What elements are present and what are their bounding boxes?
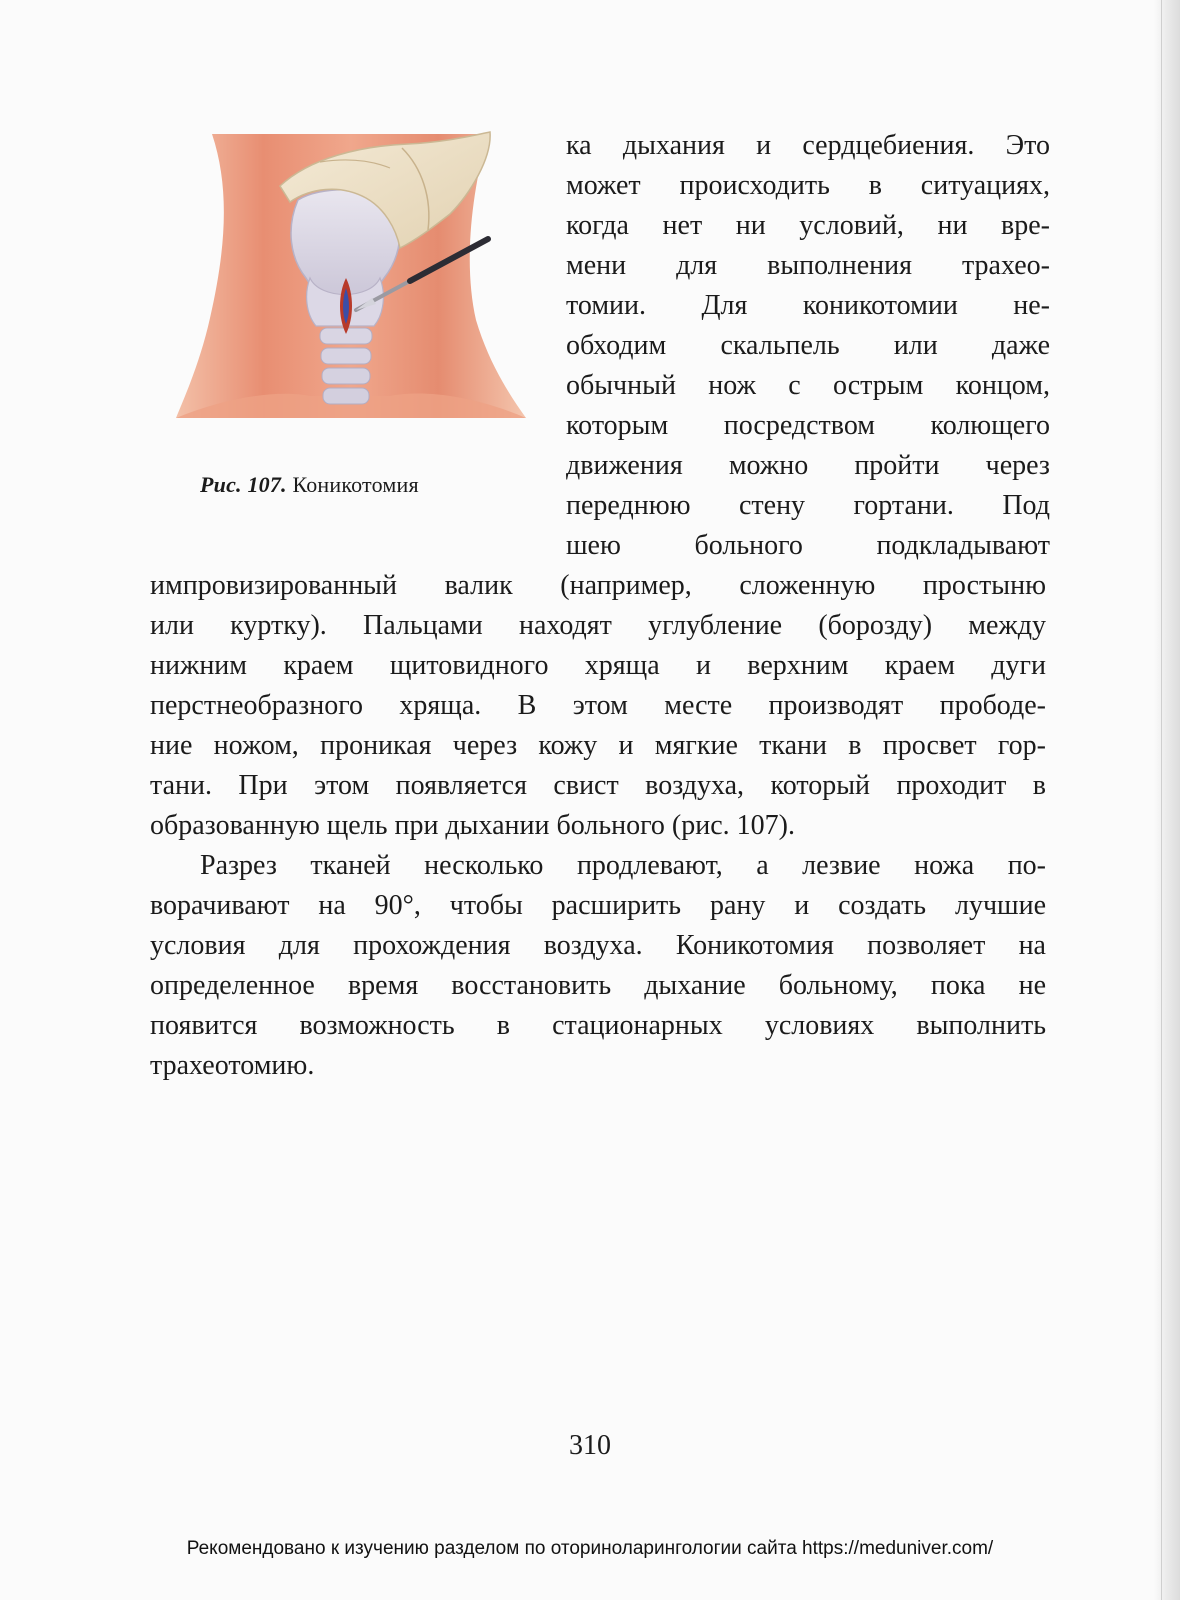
scan-page-edge — [1154, 0, 1180, 1600]
text-line: перстнеобразного хряща. В этом месте производят прободе- — [150, 690, 1046, 721]
text-line: которым посредством колющего — [566, 410, 1050, 441]
text-line: Разрез тканей несколько продлевают, а лезвие ножа по- — [200, 850, 1046, 881]
text-line: нижним краем щитовидного хряща и верхним краем дуги — [150, 650, 1046, 681]
text-line: определенное время восстановить дыхание больному, пока не — [150, 970, 1046, 1001]
text-line: ворачивают на 90°, чтобы расширить рану и создать лучшие — [150, 890, 1046, 921]
text-line: томии. Для коникотомии не- — [566, 290, 1050, 321]
text-line: обходим скальпель или даже — [566, 330, 1050, 361]
text-line: появится возможность в стационарных условиях выполнить — [150, 1010, 1046, 1041]
text-line: или куртку). Пальцами находят углубление (борозду) между — [150, 610, 1046, 641]
conicotomy-illustration — [170, 128, 535, 428]
text-line: трахеотомию. — [150, 1050, 315, 1081]
text-line: тани. При этом появляется свист воздуха, который проходит в — [150, 770, 1046, 801]
footer-recommendation: Рекомендовано к изучению разделом по оториноларингологии сайта https://meduniver.com/ — [186, 1538, 994, 1559]
text-line: ка дыхания и сердцебиения. Это — [566, 130, 1050, 161]
figure-title: Коникотомия — [292, 472, 419, 497]
figure-caption — [200, 472, 419, 498]
text-line: условия для прохождения воздуха. Коникотомия позволяет на — [150, 930, 1046, 961]
text-line: когда нет ни условий, ни вре- — [566, 210, 1050, 241]
text-line: образованную щель при дыхании больного (рис. 107). — [150, 810, 795, 841]
scan-page-edge-line — [1161, 0, 1162, 1600]
text-line: ние ножом, проникая через кожу и мягкие ткани в просвет гор- — [150, 730, 1046, 761]
text-line: мени для выполнения трахео- — [566, 250, 1050, 281]
conicotomy-drawing — [170, 128, 535, 428]
text-line: шею больного подкладывают — [566, 530, 1050, 561]
text-line: движения можно пройти через — [566, 450, 1050, 481]
text-line: переднюю стену гортани. Под — [566, 490, 1050, 521]
page-number: 310 — [569, 1430, 611, 1461]
text-line: может происходить в ситуациях, — [566, 170, 1050, 201]
text-line: импровизированный валик (например, сложенную простыню — [150, 570, 1046, 601]
figure-number: Рис. 107. — [200, 472, 287, 497]
text-line: обычный нож с острым концом, — [566, 370, 1050, 401]
